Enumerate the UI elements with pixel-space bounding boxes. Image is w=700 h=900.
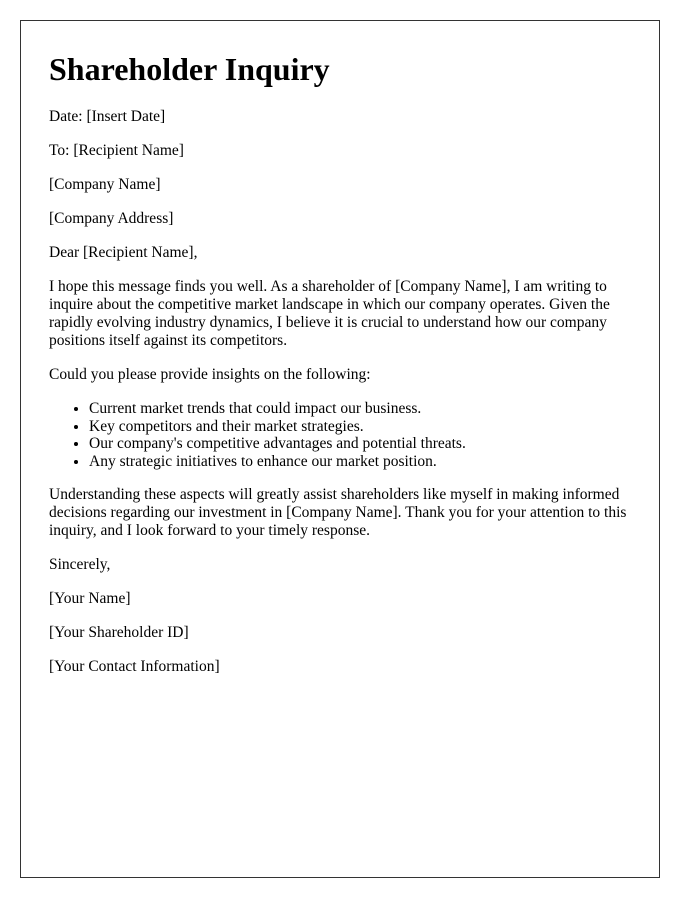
letter-title: Shareholder Inquiry: [49, 51, 330, 87]
list-item: • Key competitors and their market strategies.: [89, 418, 631, 436]
date-line: Date: [Insert Date]: [49, 108, 166, 125]
signature-contact: [Your Contact Information]: [49, 658, 220, 675]
list-item: • Any strategic initiatives to enhance our market position.: [89, 453, 631, 471]
closing-paragraph: Understanding these aspects will greatly assist shareholders like myself in making informed decisions regarding our investment in [Company Name]. Thank you for your attention to this inquiry, and I look forward to your timely response.: [49, 486, 627, 539]
signature-shareholder-id: [Your Shareholder ID]: [49, 624, 189, 641]
signature-name: [Your Name]: [49, 590, 131, 607]
list-item: • Current market trends that could impact our business.: [89, 400, 631, 418]
company-name-line: [Company Name]: [49, 176, 161, 193]
salutation: Dear [Recipient Name],: [49, 244, 198, 261]
company-address-line: [Company Address]: [49, 210, 174, 227]
request-paragraph: Could you please provide insights on the following:: [49, 366, 371, 383]
inquiry-list: [49, 400, 631, 470]
letter-page: [20, 20, 660, 878]
signoff: Sincerely,: [49, 556, 111, 573]
intro-paragraph: I hope this message finds you well. As a shareholder of [Company Name], I am writing to inquire about the competitive market landscape in which our company operates. Given the rapidly evolving industry dynamics, I believe it is crucial to understand how our company positions itself against its competitors.: [49, 278, 610, 349]
list-item: • Our company's competitive advantages and potential threats.: [89, 435, 631, 453]
recipient-line: To: [Recipient Name]: [49, 142, 184, 159]
